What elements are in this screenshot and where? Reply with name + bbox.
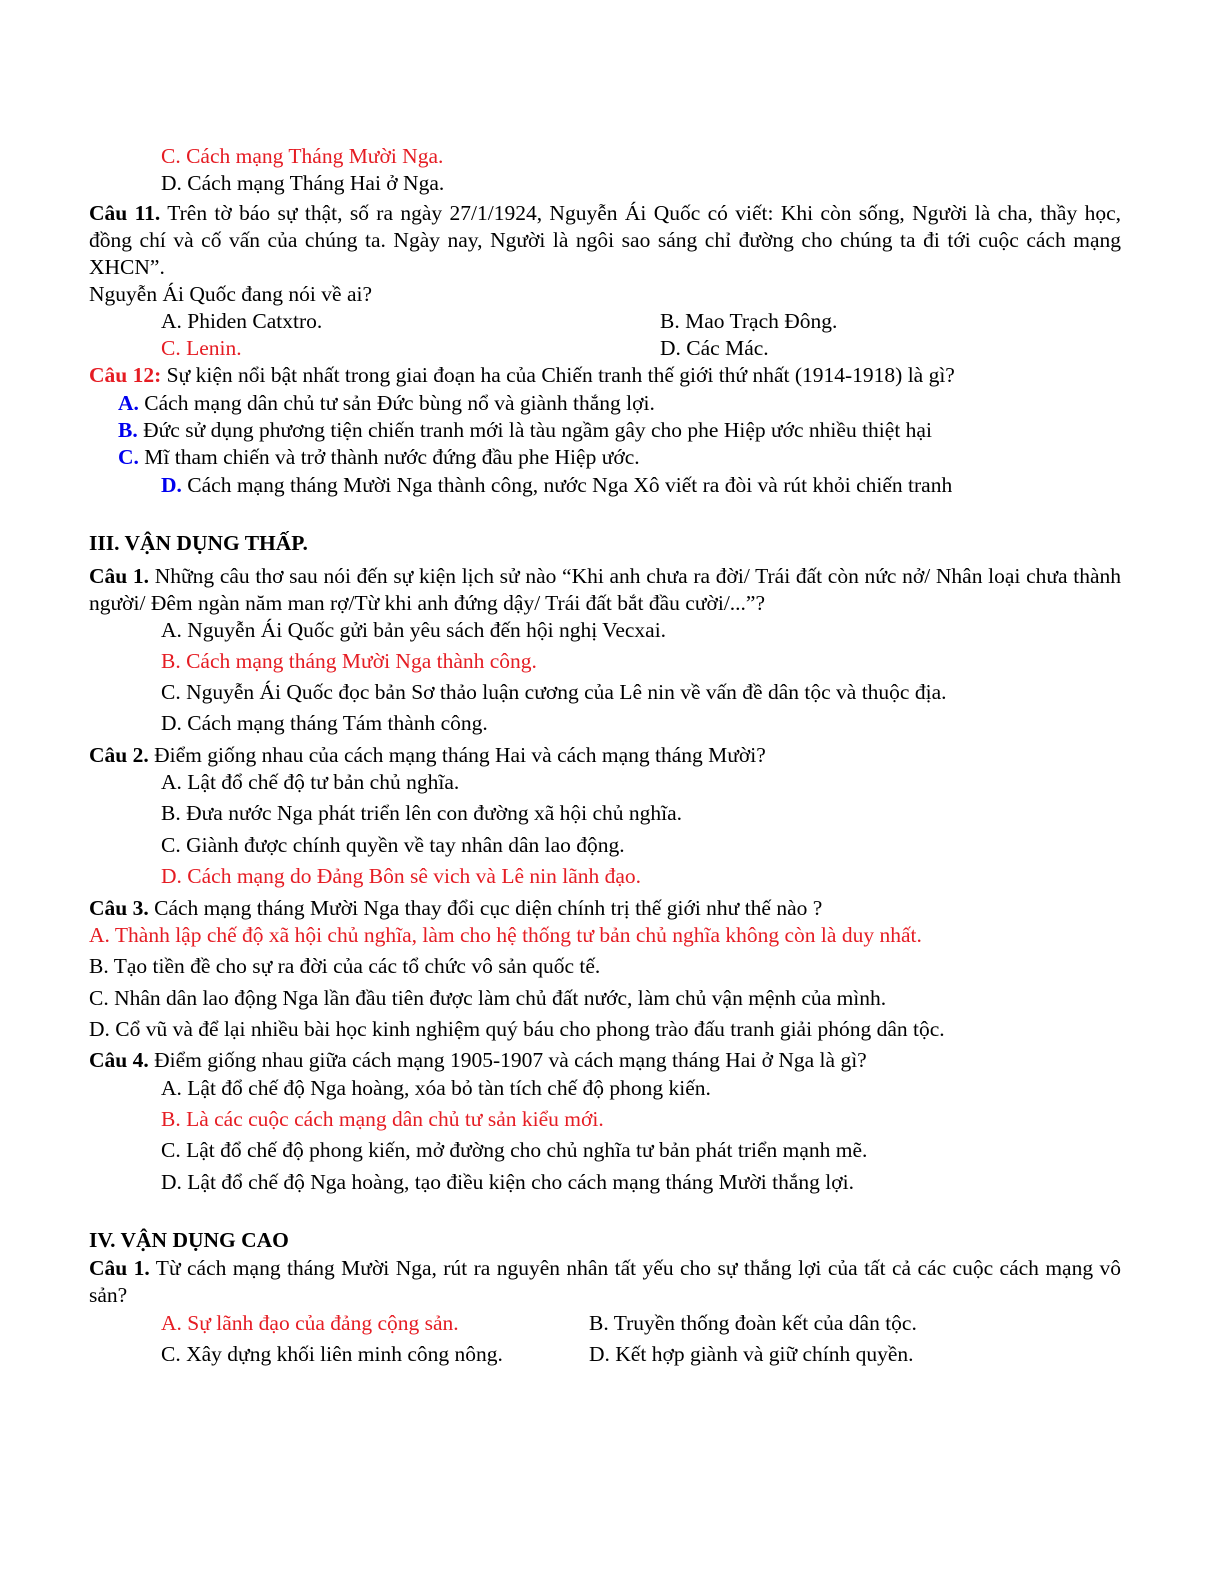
q12-option-d xyxy=(161,472,952,499)
q11-text: Trên tờ báo sự thật, số ra ngày 27/1/1924, Nguyễn Ái Quốc có viết: Khi còn sống, Người là cha, thầy học, đồng chí và cố vấn của chúng ta. Ngày nay, Người là ngôi sao sáng chỉ đường cho chúng ta đi tới cuộc cách mạng XHCN”. xyxy=(89,201,1121,279)
q12-option-d-letter: D. xyxy=(161,473,182,497)
s4-q1-option-a-answer: A. Sự lãnh đạo của đảng cộng sản. xyxy=(161,1311,459,1335)
section-3-heading: III. VẬN DỤNG THẤP. xyxy=(89,531,308,555)
s4-q1-option-c: C. Xây dựng khối liên minh công nông. xyxy=(161,1342,503,1366)
s3-q3-prompt xyxy=(89,895,822,922)
s3-q3-option-a-answer: A. Thành lập chế độ xã hội chủ nghĩa, làm cho hệ thống tư bản chủ nghĩa không còn là duy nhất. xyxy=(89,923,922,947)
q11-label: Câu 11. xyxy=(89,201,161,225)
s3-q2-prompt xyxy=(89,742,766,769)
q10-option-d: D. Cách mạng Tháng Hai ở Nga. xyxy=(161,171,445,195)
s3-q4-option-b-answer: B. Là các cuộc cách mạng dân chủ tư sản kiểu mới. xyxy=(161,1107,604,1131)
s4-q1-prompt xyxy=(89,1255,1121,1309)
s3-q4-option-d: D. Lật đổ chế độ Nga hoàng, tạo điều kiện cho cách mạng tháng Mười thắng lợi. xyxy=(161,1170,854,1194)
q12-option-d-text: Cách mạng tháng Mười Nga thành công, nước Nga Xô viết ra đòi và rút khỏi chiến tranh xyxy=(181,473,953,497)
s3-q1-prompt xyxy=(89,563,1121,617)
s4-q1-label: Câu 1. xyxy=(89,1256,150,1280)
section-4-heading: IV. VẬN DỤNG CAO xyxy=(89,1228,289,1252)
s3-q1-option-a: A. Nguyễn Ái Quốc gửi bản yêu sách đến hội nghị Vecxai. xyxy=(161,618,667,642)
q11-prompt xyxy=(89,200,1121,281)
q10-option-c-answer: C. Cách mạng Tháng Mười Nga. xyxy=(161,144,444,168)
s3-q2-text: Điểm giống nhau của cách mạng tháng Hai và cách mạng tháng Mười? xyxy=(148,743,766,767)
s3-q1-option-b-answer: B. Cách mạng tháng Mười Nga thành công. xyxy=(161,649,537,673)
s3-q4-option-a: A. Lật đổ chế độ Nga hoàng, xóa bỏ tàn tích chế độ phong kiến. xyxy=(161,1076,711,1100)
s3-q1-text: Những câu thơ sau nói đến sự kiện lịch sử nào “Khi anh chưa ra đời/ Trái đất còn nức nở/ Nhân loại chưa thành người/ Đêm ngàn năm man rợ/Từ khi anh đứng dậy/ Trái đất bắt đầu cười/...”? xyxy=(89,564,1122,615)
q11-option-a: A. Phiden Catxtro. xyxy=(161,309,323,333)
s3-q2-option-b: B. Đưa nước Nga phát triển lên con đường xã hội chủ nghĩa. xyxy=(161,801,683,825)
q12-option-b-letter: B. xyxy=(118,418,138,442)
s3-q4-option-c: C. Lật đổ chế độ phong kiến, mở đường cho chủ nghĩa tư bản phát triển mạnh mẽ. xyxy=(161,1138,868,1162)
s4-q1-option-b: B. Truyền thống đoàn kết của dân tộc. xyxy=(589,1311,917,1335)
s3-q2-option-a: A. Lật đổ chế độ tư bản chủ nghĩa. xyxy=(161,770,460,794)
q12-option-c xyxy=(118,444,640,471)
q11-option-c-answer: C. Lenin. xyxy=(161,336,242,360)
s3-q3-option-b: B. Tạo tiền đề cho sự ra đời của các tổ chức vô sản quốc tế. xyxy=(89,954,601,978)
s3-q3-text: Cách mạng tháng Mười Nga thay đổi cục diện chính trị thế giới như thế nào ? xyxy=(148,896,823,920)
q11-option-d: D. Các Mác. xyxy=(660,336,769,360)
q12-prompt xyxy=(89,362,955,389)
s4-q1-option-d: D. Kết hợp giành và giữ chính quyền. xyxy=(589,1342,914,1366)
q12-option-a-letter: A. xyxy=(118,391,139,415)
s3-q4-text: Điểm giống nhau giữa cách mạng 1905-1907 và cách mạng tháng Hai ở Nga là gì? xyxy=(148,1048,867,1072)
s3-q2-label: Câu 2. xyxy=(89,743,149,767)
q12-text: Sự kiện nổi bật nhất trong giai đoạn ha của Chiến tranh thế giới thứ nhất (1914-1918) là gì? xyxy=(161,363,955,387)
s4-q1-text: Từ cách mạng tháng Mười Nga, rút ra nguyên nhân tất yếu cho sự thắng lợi của tất cả các cuộc cách mạng vô sản? xyxy=(89,1256,1122,1307)
q12-option-c-text: Mĩ tham chiến và trở thành nước đứng đầu phe Hiệp ước. xyxy=(138,445,640,469)
q11-option-b: B. Mao Trạch Đông. xyxy=(660,309,838,333)
q11-question: Nguyễn Ái Quốc đang nói về ai? xyxy=(89,282,373,306)
q12-option-a-text: Cách mạng dân chủ tư sản Đức bùng nổ và giành thắng lợi. xyxy=(138,391,655,415)
s3-q3-option-d: D. Cổ vũ và để lại nhiều bài học kinh nghiệm quý báu cho phong trào đấu tranh giải phóng dân tộc. xyxy=(89,1017,945,1041)
s3-q3-option-c: C. Nhân dân lao động Nga lần đầu tiên được làm chủ đất nước, làm chủ vận mệnh của mình. xyxy=(89,986,887,1010)
q12-option-a xyxy=(118,390,655,417)
s3-q1-label: Câu 1. xyxy=(89,564,150,588)
q12-label: Câu 12: xyxy=(89,363,162,387)
q12-option-b xyxy=(118,417,932,444)
s3-q4-prompt xyxy=(89,1047,867,1074)
q12-option-c-letter: C. xyxy=(118,445,139,469)
q12-option-b-text: Đức sử dụng phương tiện chiến tranh mới là tàu ngầm gây cho phe Hiệp ước nhiều thiệt hại xyxy=(137,418,932,442)
s3-q4-label: Câu 4. xyxy=(89,1048,149,1072)
s3-q2-option-c: C. Giành được chính quyền về tay nhân dân lao động. xyxy=(161,833,625,857)
s3-q3-label: Câu 3. xyxy=(89,896,149,920)
s3-q1-option-d: D. Cách mạng tháng Tám thành công. xyxy=(161,711,488,735)
s3-q2-option-d-answer: D. Cách mạng do Đảng Bôn sê vich và Lê nin lãnh đạo. xyxy=(161,864,642,888)
s3-q1-option-c: C. Nguyễn Ái Quốc đọc bản Sơ thảo luận cương của Lê nin về vấn đề dân tộc và thuộc địa. xyxy=(161,680,947,704)
